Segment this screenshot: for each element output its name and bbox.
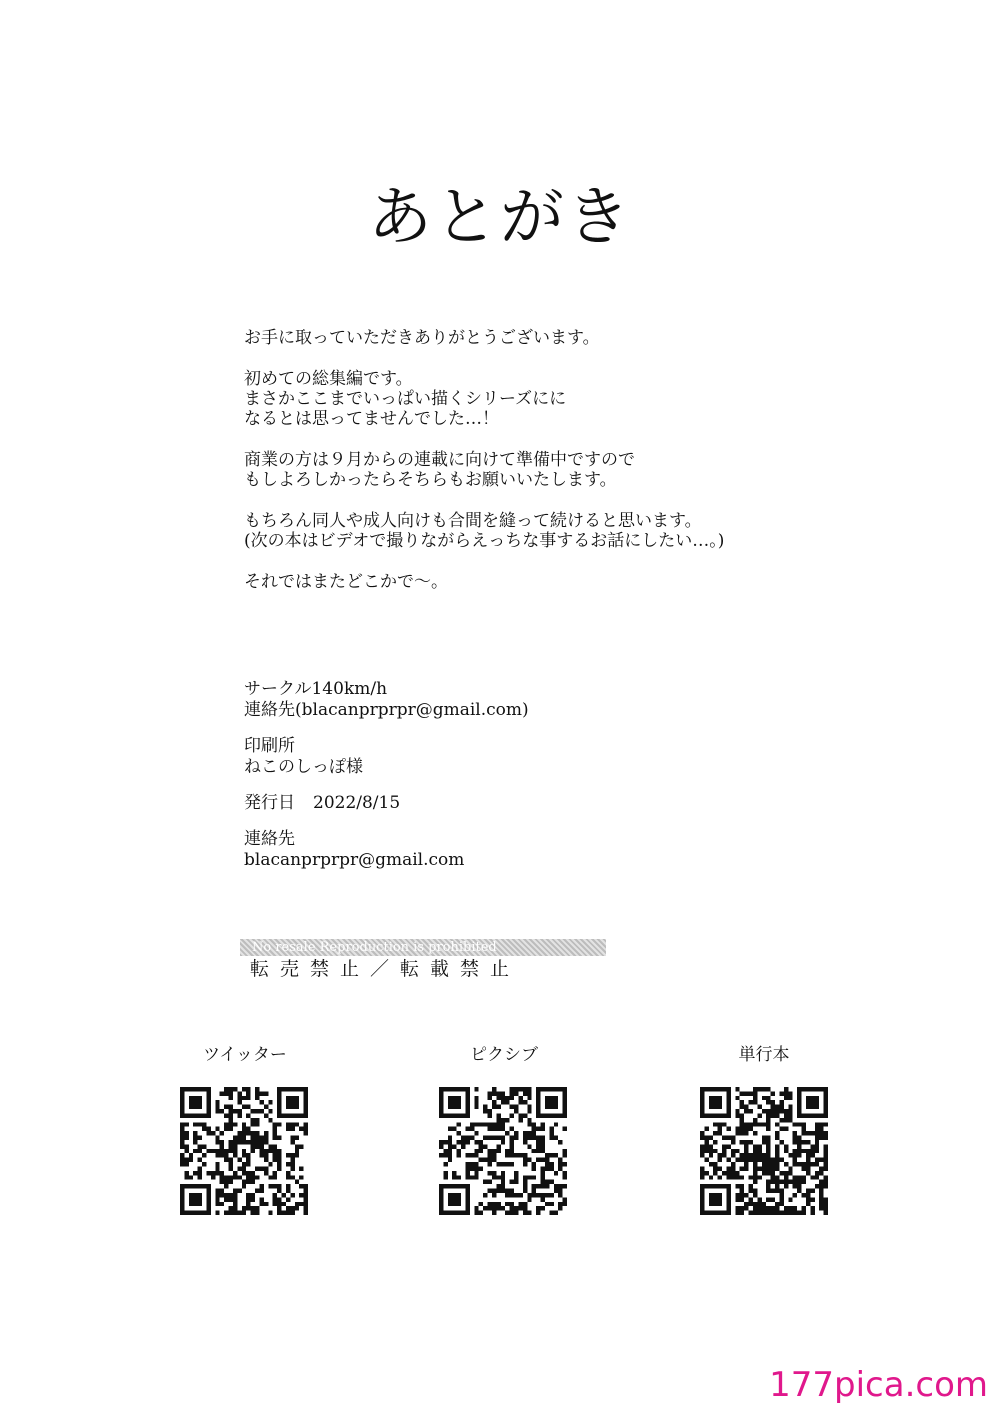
printer-label: 印刷所 — [244, 736, 295, 756]
no-resale-notice: 転売禁止／転載禁止 — [250, 958, 521, 980]
text-line: 商業の方は９月からの連載に向けて準備中ですので — [244, 450, 635, 470]
printer-name: ねこのしっぽ様 — [244, 757, 363, 777]
paragraph-doujin — [244, 511, 944, 551]
site-watermark: 177pica.com — [769, 1365, 988, 1405]
text-line: もちろん同人や成人向けも合間を縫って続けると思います。 — [244, 511, 702, 531]
pixiv-qr-code-icon[interactable] — [439, 1087, 567, 1215]
book-qr-code-icon[interactable] — [700, 1087, 828, 1215]
date-block — [244, 793, 744, 814]
contact-block — [244, 829, 744, 871]
date-label: 発行日 — [244, 793, 295, 813]
paragraph-thanks — [244, 328, 944, 348]
afterword-body — [244, 328, 944, 613]
paragraph-farewell — [244, 572, 944, 592]
page-title: あとがき — [368, 181, 632, 255]
text-line: お手に取っていただきありがとうございます。 — [244, 328, 600, 348]
twitter-qr-code-icon[interactable] — [180, 1087, 308, 1215]
colophon — [244, 679, 744, 886]
qr-label-book: 単行本 — [738, 1045, 790, 1065]
contact-inline: 連絡先(blacanprprpr@gmail.com) — [244, 700, 529, 720]
printer-block — [244, 736, 744, 778]
paragraph-serialization — [244, 450, 944, 490]
qr-label-pixiv: ピクシブ — [470, 1045, 538, 1065]
text-line: もしよろしかったらそちらもお願いいたします。 — [244, 470, 617, 490]
text-line: それではまたどこかで～。 — [244, 572, 448, 592]
no-resale-banner: No resale Reproduction is prohibited — [240, 939, 606, 956]
date-value: 2022/8/15 — [313, 793, 401, 813]
qr-label-twitter: ツイッター — [203, 1045, 287, 1065]
paragraph-compilation — [244, 369, 944, 429]
circle-block — [244, 679, 744, 721]
text-line: 初めての総集編です。 — [244, 369, 413, 389]
contact-email: blacanprprpr@gmail.com — [244, 850, 465, 870]
text-line: (次の本はビデオで撮りながらえっちな事するお話にしたい…。) — [244, 531, 725, 551]
text-line: なるとは思ってませんでした…！ — [244, 409, 499, 429]
contact-label: 連絡先 — [244, 829, 295, 849]
text-line: まさかここまでいっぱい描くシリーズにに — [244, 389, 567, 409]
circle-name: サークル140km/h — [244, 679, 388, 699]
issue-date — [244, 793, 744, 814]
